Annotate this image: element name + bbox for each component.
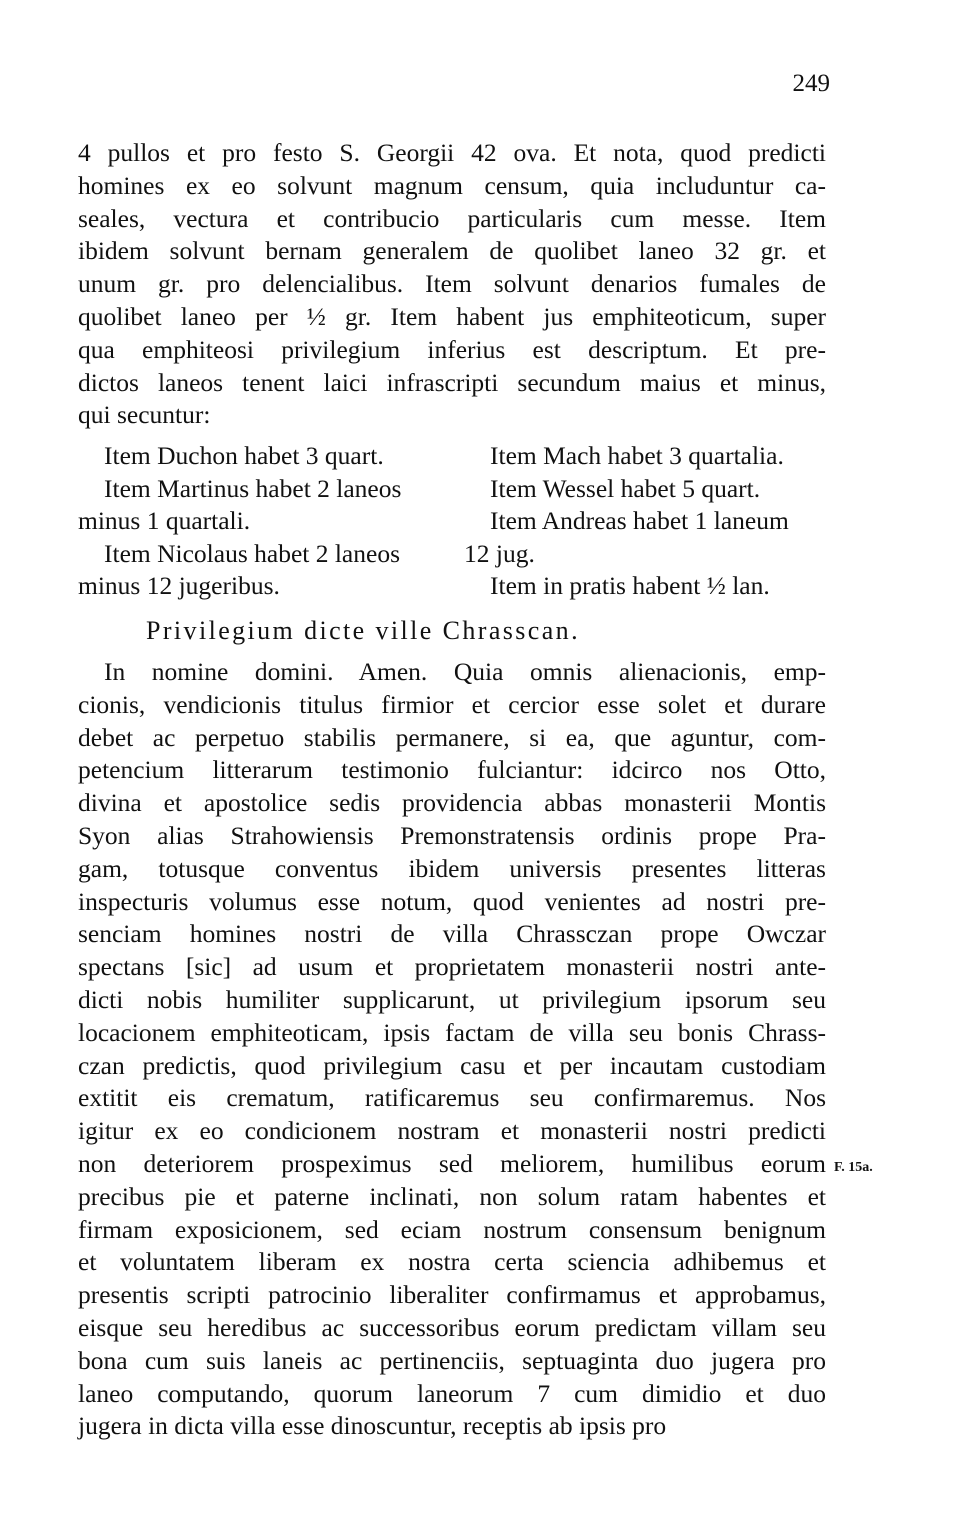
text-line: divina et apostolice sedis providencia abbas monasterii Montis xyxy=(78,788,826,818)
text-line: bona cum suis laneis ac pertinenciis, septuaginta duo jugera pro xyxy=(78,1345,826,1375)
list-item: Item Martinus habet 2 laneos xyxy=(104,473,402,503)
text-line: non deteriorem prospeximus sed meliorem, humilibus eorum xyxy=(78,1148,826,1178)
text-line: In nomine domini. Amen. Quia omnis alienacionis, emp- xyxy=(104,657,826,686)
text-line: laneo computando, quorum laneorum 7 cum dimidio et duo xyxy=(78,1378,826,1408)
text-line: cionis, vendicionis titulus firmior et cercior esse solet et durare xyxy=(78,689,826,719)
text-line: ibidem solvunt bernam generalem de quolibet laneo 32 gr. et xyxy=(78,236,826,266)
list-item: Item Mach habet 3 quartalia. xyxy=(490,441,784,470)
text-line: petencium litterarum testimonio fulciantur: idcirco nos Otto, xyxy=(78,755,826,785)
list-item: Item Nicolaus habet 2 laneos xyxy=(104,538,400,568)
text-line: senciam homines nostri de villa Chrassczan prope Owczar xyxy=(78,919,826,949)
page-number: 249 xyxy=(792,70,830,97)
holders-left-column xyxy=(78,440,478,603)
text-line: precibus pie et paterne inclinati, non solum ratam habentes et xyxy=(78,1181,826,1211)
paragraph-2 xyxy=(78,656,826,1443)
text-line: et voluntatem liberam ex nostra certa sciencia adhibemus et xyxy=(78,1247,826,1277)
text-line: homines ex eo solvunt magnum censum, quia includuntur ca- xyxy=(78,170,826,200)
section-heading: Privilegium dicte ville Chrasscan. xyxy=(146,616,580,645)
text-line: quolibet laneo per ½ gr. Item habent jus emphiteoticum, super xyxy=(78,301,826,331)
list-item: Item in pratis habent ½ lan. xyxy=(490,571,770,601)
text-line: 4 pullos et pro festo S. Georgii 42 ova. Et nota, quod predicti xyxy=(78,138,826,167)
text-line: presentis scripti patrocinio liberaliter confirmamus et approbamus, xyxy=(78,1280,826,1310)
text-line: qui secuntur: xyxy=(78,400,211,430)
list-item: 12 jug. xyxy=(464,538,535,568)
text-line: inspecturis volumus esse notum, quod venientes ad nostri pre- xyxy=(78,886,826,916)
text-line: eisque seu heredibus ac successoribus eorum predictam villam seu xyxy=(78,1312,826,1342)
text-line: debet ac perpetuo stabilis permanere, si ea, que aguntur, com- xyxy=(78,722,826,752)
text-line: jugera in dicta villa esse dinoscuntur, receptis ab ipsis pro xyxy=(78,1411,667,1441)
text-line: firmam exposicionem, sed eciam nostrum consensum benignum xyxy=(78,1214,826,1244)
text-line: spectans [sic] ad usum et proprietatem monasterii nostri ante- xyxy=(78,952,826,982)
list-item: minus 12 jugeribus. xyxy=(78,571,280,601)
text-line: gam, totusque conventus ibidem universis presentes litteras xyxy=(78,853,826,883)
text-line: dictos laneos tenent laici infrascripti secundum maius et minus, xyxy=(78,367,826,397)
paragraph-1 xyxy=(78,137,826,432)
text-line: czan predictis, quod privilegium casu et per incautam custodiam xyxy=(78,1050,826,1080)
text-line: locacionem emphiteoticam, ipsis factam de villa seu bonis Chrass- xyxy=(78,1017,826,1047)
margin-folio-note: F. 15a. xyxy=(834,1160,873,1175)
text-line: igitur ex eo condicionem nostram et monasterii nostri predicti xyxy=(78,1116,826,1146)
text-line: qua emphiteosi privilegium inferius est descriptum. Et pre- xyxy=(78,334,826,364)
text-line: dicti nobis humiliter supplicarunt, ut privilegium ipsorum seu xyxy=(78,984,826,1014)
text-line: seales, vectura et contribucio particularis cum messe. Item xyxy=(78,203,826,233)
text-line: Syon alias Strahowiensis Premonstratensis ordinis prope Pra- xyxy=(78,820,826,850)
holders-right-column xyxy=(464,440,834,603)
list-item: Item Duchon habet 3 quart. xyxy=(104,441,384,470)
list-item: Item Andreas habet 1 laneum xyxy=(490,506,789,536)
text-line: unum gr. pro delencialibus. Item solvunt denarios fumales de xyxy=(78,269,826,299)
list-item: Item Wessel habet 5 quart. xyxy=(490,473,761,503)
text-line: extitit eis crematum, ratificaremus seu confirmaremus. Nos xyxy=(78,1083,826,1113)
list-item: minus 1 quartali. xyxy=(78,506,251,536)
